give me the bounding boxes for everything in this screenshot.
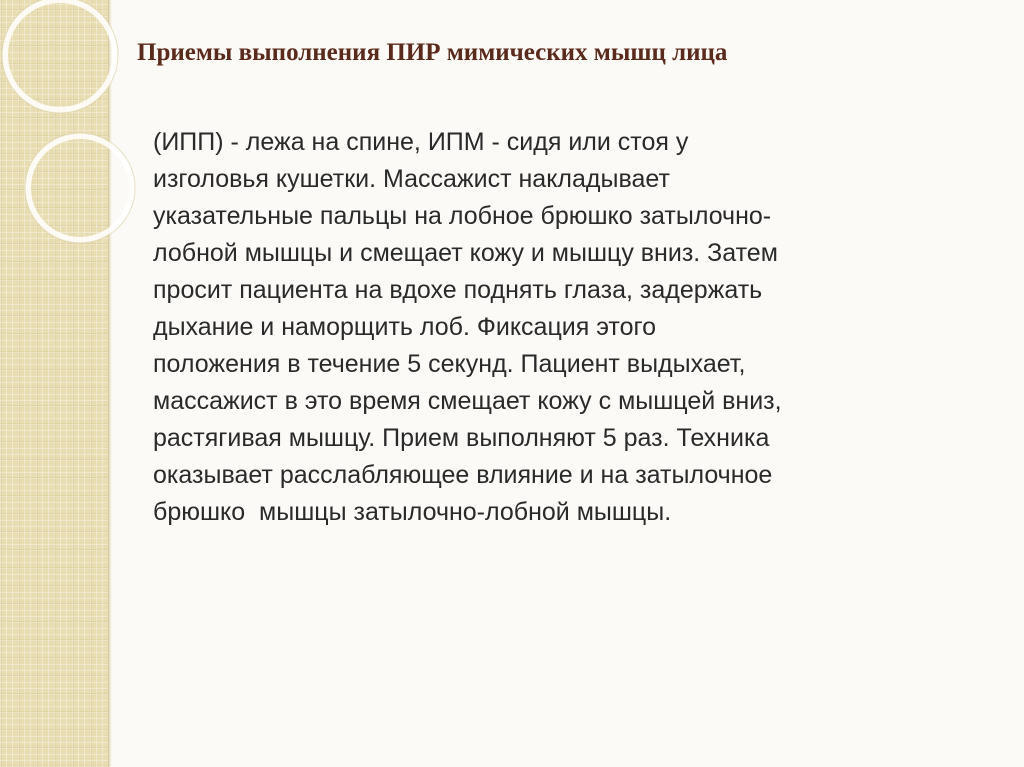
decorative-circle-small (28, 136, 132, 240)
body-line: положения в течение 5 секунд. Пациент выдыхает, (153, 350, 746, 378)
body-paragraph (153, 124, 953, 531)
body-line: растягивая мышцу. Прием выполняют 5 раз. Техника (153, 424, 770, 452)
body-line: лобной мышцы и смещает кожу и мышцу вниз. Затем (153, 239, 778, 267)
body-line: (ИПП) - лежа на спине, ИПМ - сидя или стоя у (153, 128, 689, 156)
body-line: просит пациента на вдохе поднять глаза, задержать (153, 276, 763, 304)
body-line: оказывает расслабляющее влияние и на затылочное (153, 461, 773, 489)
slide-title: Приемы выполнения ПИР мимических мышц лица (137, 39, 728, 66)
body-line: массажист в это время смещает кожу с мышцей вниз, (153, 387, 782, 415)
body-line: дыхание и наморщить лоб. Фиксация этого (153, 313, 656, 341)
body-line: указательные пальцы на лобное брюшко затылочно- (153, 202, 772, 230)
decorative-circle-large (5, 0, 115, 110)
body-line: брюшко мышцы затылочно-лобной мышцы. (153, 498, 672, 526)
body-line: изголовья кушетки. Массажист накладывает (153, 165, 670, 193)
